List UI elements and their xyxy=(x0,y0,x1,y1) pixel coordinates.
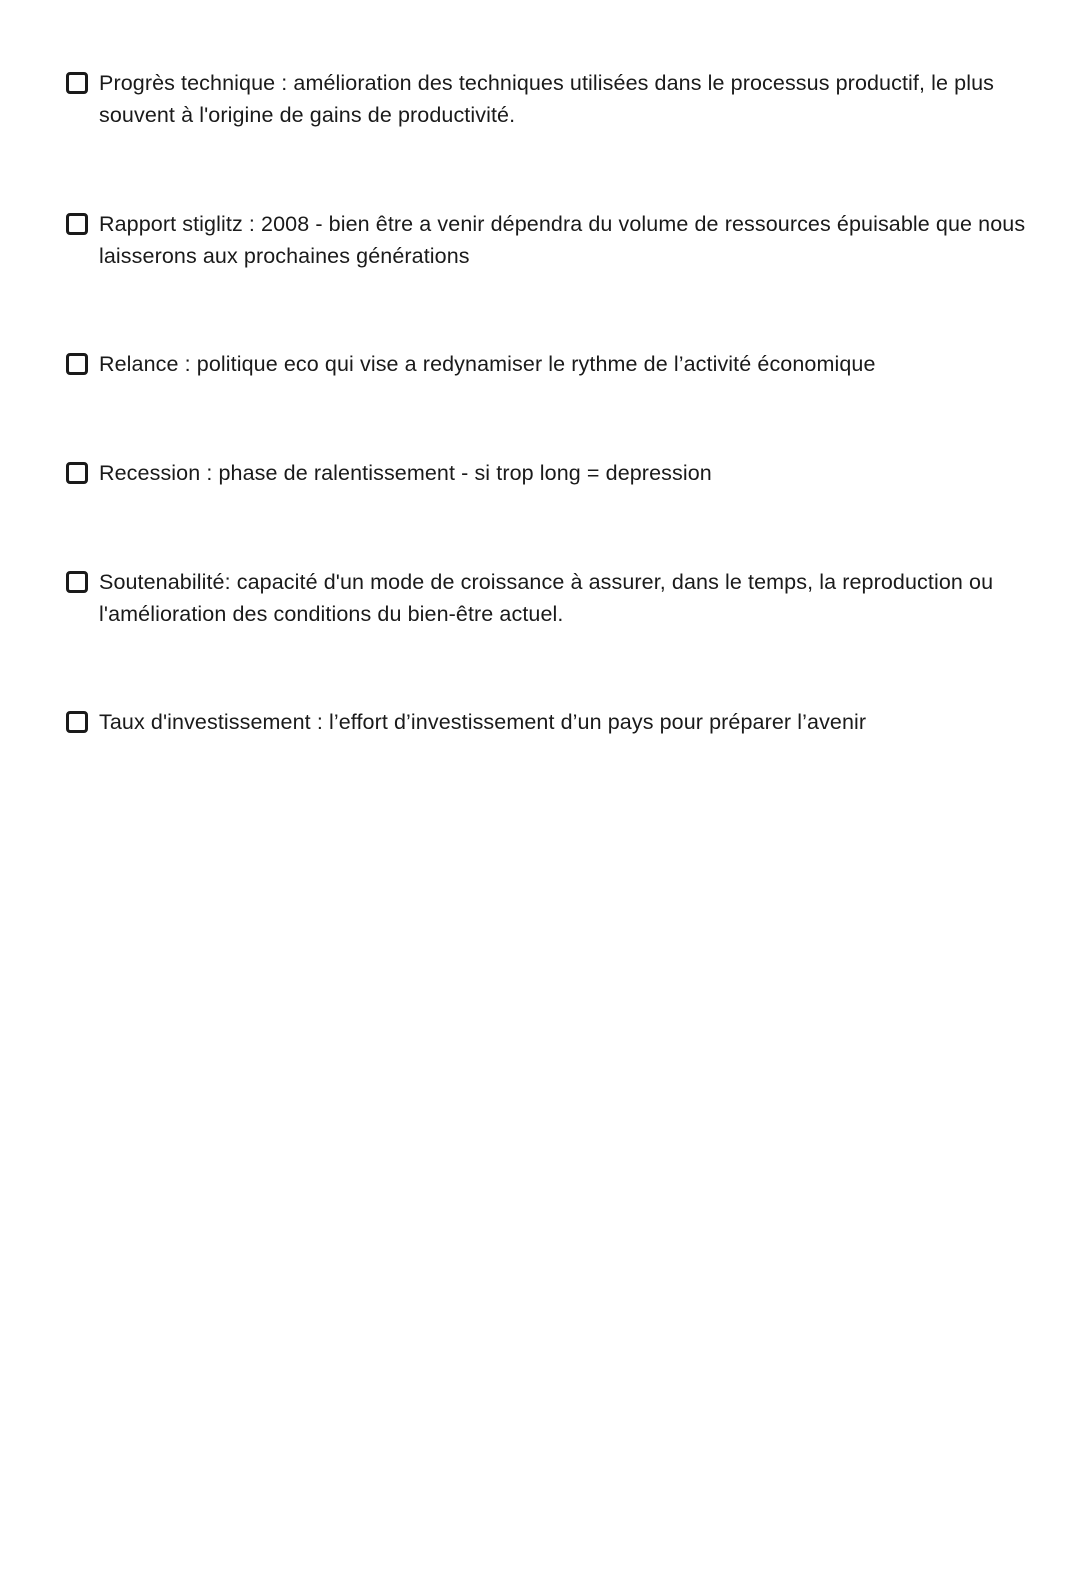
checkbox-icon[interactable] xyxy=(66,571,88,593)
checklist-item-text: Recession : phase de ralentissement - si trop long = depression xyxy=(99,461,712,485)
checklist-item-text: Relance : politique eco qui vise a redynamiser le rythme de l’activité économique xyxy=(99,352,876,376)
checkbox-icon[interactable] xyxy=(66,711,88,733)
checklist-item-taux-investissement xyxy=(66,706,1036,738)
checklist-item-text: Progrès technique : amélioration des techniques utilisées dans le processus productif, le plus souvent à l'origine de gains de productivité. xyxy=(99,71,994,127)
checkbox-icon[interactable] xyxy=(66,72,88,94)
checklist-item-soutenabilite xyxy=(66,566,1036,630)
checklist-item-rapport-stiglitz xyxy=(66,208,1036,272)
checklist-item-recession xyxy=(66,457,1036,489)
checkbox-icon[interactable] xyxy=(66,462,88,484)
checkbox-icon[interactable] xyxy=(66,213,88,235)
checklist-item-progres-technique xyxy=(66,67,1036,131)
checklist-item-relance xyxy=(66,348,1036,380)
checklist-item-text: Soutenabilité: capacité d'un mode de croissance à assurer, dans le temps, la reproduction ou l'amélioration des conditions du bien-être actuel. xyxy=(99,570,994,626)
checkbox-icon[interactable] xyxy=(66,353,88,375)
checklist-item-text: Rapport stiglitz : 2008 - bien être a venir dépendra du volume de ressources épuisable que nous laisserons aux prochaines générations xyxy=(99,212,1026,268)
checklist-item-text: Taux d'investissement : l’effort d’investissement d’un pays pour préparer l’avenir xyxy=(99,710,867,734)
